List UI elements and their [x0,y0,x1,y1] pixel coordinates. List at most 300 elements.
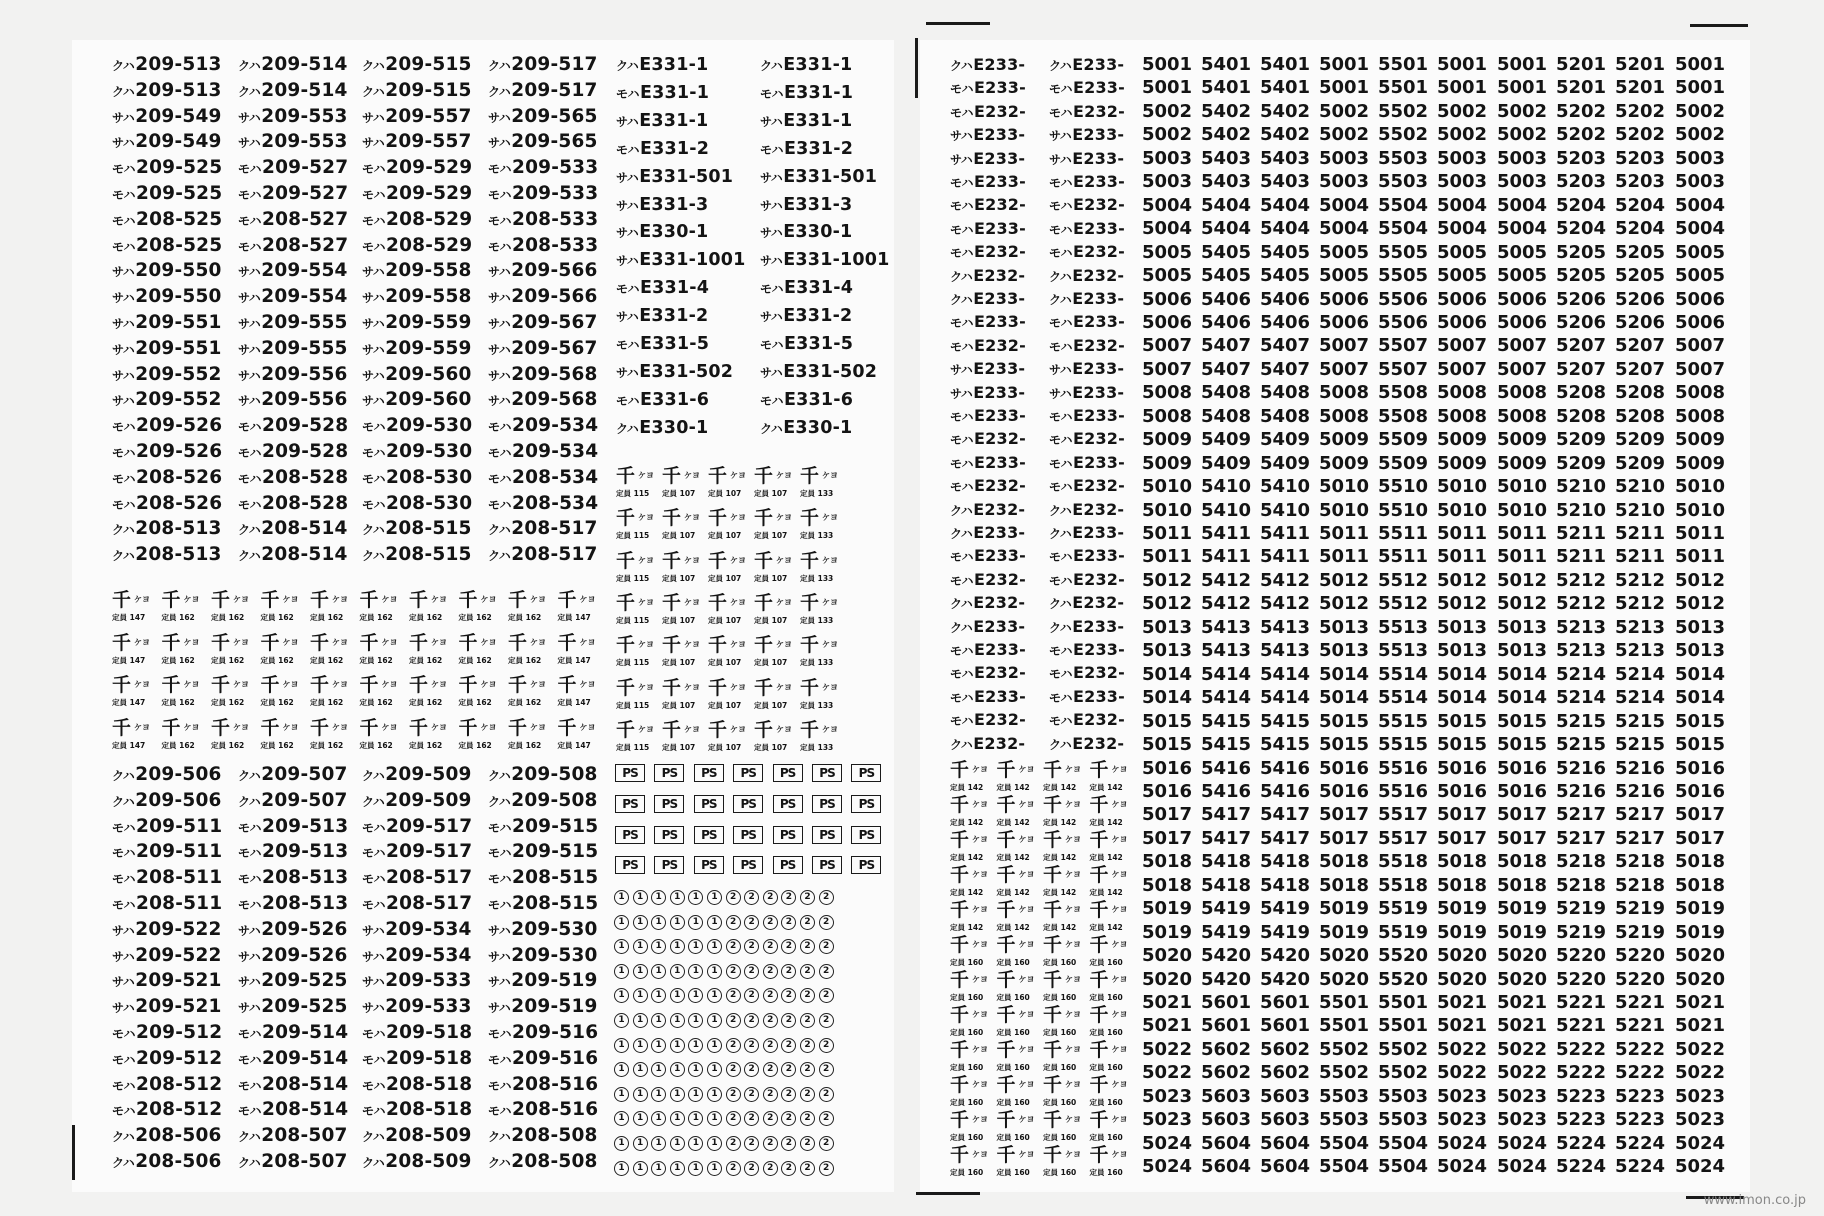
capacity-label: 定員 142 [1089,818,1123,827]
car-number: 209-519 [511,996,598,1018]
car-type-kana: モハ [1049,644,1073,658]
unit-number: 5216 [1555,780,1607,802]
capacity-label: 定員 107 [662,742,696,752]
car-number: E331-502 [639,361,734,382]
prefix-decal [950,733,1025,756]
unit-number: 5005 [1496,241,1548,263]
car-type-kana: モハ [1049,222,1073,237]
unit-number: 5015 [1496,734,1548,756]
depot-mark [162,590,212,626]
car-number: 208-515 [512,893,599,914]
unit-number: 5008 [1141,382,1193,404]
depot-kanji: 千 [950,794,970,816]
depot-kanji: 千 [557,716,577,739]
car-number-decal [238,1074,348,1097]
capacity-label: 定員 162 [508,613,542,622]
capacity-label: 定員 162 [161,740,195,750]
car-number: 208-508 [511,1125,598,1147]
depot-code: ケヨ [233,595,249,604]
car-number-decal [112,1022,222,1045]
car-number: E233- [1073,640,1125,659]
circle-number: 1 [651,988,666,1003]
circle-number: 1 [670,1038,685,1053]
car-type-kana: サハ [488,1001,511,1016]
car-number-decal [238,338,348,361]
depot-kanji: 千 [211,631,231,654]
depot-mark [950,1040,1000,1076]
car-number: E232- [1073,710,1125,730]
car-type-kana: モハ [238,820,262,835]
car-number: 209-568 [511,389,598,411]
unit-number: 5009 [1674,452,1726,474]
prefix-decal [1049,428,1125,451]
prefix-decal [950,475,1026,498]
capacity-label: 定員 142 [1043,818,1077,827]
car-type-kana: モハ [238,162,262,177]
depot-kanji: 千 [409,631,429,654]
circle-number: 2 [819,964,834,979]
depot-code: ケヨ [530,595,546,604]
car-number-decal [362,415,472,438]
car-type-kana: サハ [616,114,639,129]
unit-number: 5504 [1377,1132,1429,1154]
depot-mark [508,633,558,669]
depot-code: ケヨ [134,595,150,604]
depot-mark [310,675,360,711]
car-type-kana: サハ [488,291,511,306]
unit-number: 5013 [1674,616,1726,638]
unit-number: 5008 [1318,405,1370,427]
unit-number: 5505 [1377,241,1429,263]
unit-number: 5223 [1614,1109,1666,1131]
car-number: E233- [1073,172,1125,191]
car-type-kana: クハ [238,1156,261,1170]
car-number: 209-517 [386,815,473,837]
unit-number: 5413 [1200,640,1252,662]
unit-number: 5518 [1377,874,1429,896]
depot-kanji: 千 [359,631,379,654]
unit-number: 5013 [1496,640,1548,662]
capacity-label: 定員 107 [662,573,696,583]
car-number-decal [362,286,472,309]
frame-mark [926,22,990,25]
unit-number: 5008 [1141,405,1193,427]
car-type-kana: サハ [112,291,135,306]
depot-kanji: 千 [112,674,132,696]
circle-number: 2 [744,1038,759,1053]
circle-number: 2 [763,1013,778,1028]
car-type-kana: モハ [362,239,386,254]
car-number: 208-507 [261,1151,348,1172]
car-number-decal [112,106,222,129]
car-number-decal [488,493,598,516]
car-type-kana: クハ [238,794,261,809]
unit-number: 5501 [1318,1015,1370,1037]
unit-number: 5021 [1436,1015,1488,1037]
depot-code: ケヨ [480,680,497,689]
unit-number: 5019 [1141,898,1193,920]
car-type-kana: モハ [760,338,784,352]
unit-number: 5006 [1436,288,1488,310]
car-number: 209-533 [512,183,599,204]
unit-number: 5212 [1614,569,1666,591]
car-number-decal [112,764,222,787]
capacity-label: 定員 107 [708,742,742,752]
capacity-label: 定員 162 [310,613,344,622]
circle-number: 1 [707,988,722,1003]
circle-number: 2 [800,915,815,930]
car-number: 209-525 [261,996,348,1018]
car-type-kana: クハ [1049,597,1072,612]
car-number: 209-515 [512,815,599,837]
circle-number: 2 [726,1136,741,1151]
circle-number: 2 [781,1136,796,1151]
depot-mark [616,635,666,671]
circle-number: 1 [688,988,703,1003]
capacity-label: 定員 162 [458,613,492,622]
ps-mark: PS [773,795,803,813]
circle-number: 1 [670,1062,685,1077]
depot-mark [1090,795,1140,831]
circle-number: 1 [651,890,666,905]
car-number: 209-518 [386,1047,473,1069]
car-type-kana: クハ [488,523,511,538]
car-number: 209-512 [136,1022,223,1043]
unit-number: 5401 [1200,77,1252,99]
car-number-decal [760,194,852,217]
ps-mark: PS [654,856,684,874]
car-type-kana: モハ [1049,82,1073,97]
car-number: E233- [1073,452,1125,472]
car-number: 209-534 [512,415,599,437]
depot-mark [708,635,758,671]
capacity-label: 定員 107 [662,658,696,668]
car-number-decal [112,1099,222,1122]
unit-number: 5012 [1496,569,1548,591]
depot-mark [1043,900,1093,936]
car-number-decal [488,893,598,916]
depot-kanji: 千 [996,1144,1016,1166]
car-type-kana: サハ [112,265,135,280]
capacity-label: 定員 162 [260,698,294,707]
capacity-label: 定員 107 [754,700,788,710]
car-type-kana: サハ [616,226,639,241]
unit-number: 5217 [1555,804,1607,826]
car-number: 209-557 [385,105,472,127]
unit-number: 5021 [1436,992,1488,1013]
depot-kanji: 千 [458,631,478,654]
depot-mark [1090,865,1140,901]
car-number: 208-518 [386,1099,473,1121]
car-number-decal [238,893,348,916]
depot-code: ケヨ [233,680,249,689]
car-number: 208-533 [512,234,599,256]
unit-number: 5215 [1555,734,1607,756]
unit-number: 5024 [1496,1156,1548,1178]
circle-number: 1 [688,1087,703,1102]
depot-mark [754,466,804,502]
capacity-label: 定員 107 [708,700,742,710]
car-number-decal [112,80,222,103]
car-number: 208-525 [136,234,223,256]
unit-number: 5018 [1436,874,1488,896]
depot-kanji: 千 [950,1004,970,1026]
depot-code: ケヨ [972,870,988,879]
car-type-kana: サハ [238,317,261,331]
unit-number: 5007 [1674,358,1726,380]
depot-code: ケヨ [1018,1150,1035,1159]
car-type-kana: クハ [238,769,261,783]
circle-number: 1 [614,1062,629,1077]
capacity-label: 定員 107 [662,700,696,710]
depot-code: ケヨ [822,724,838,734]
depot-kanji: 千 [616,718,636,741]
car-number: 209-516 [512,1022,599,1043]
circle-number: 1 [688,1111,703,1126]
prefix-decal [950,616,1025,639]
car-number-decal [238,544,348,567]
car-number-decal [616,82,709,105]
unit-number: 5512 [1377,569,1429,591]
car-number-decal [238,364,348,387]
unit-number: 5218 [1555,851,1607,873]
depot-kanji: 千 [112,631,132,654]
unit-number: 5015 [1318,734,1370,756]
car-number-decal [238,493,348,516]
unit-number: 5414 [1200,687,1252,709]
car-number: 209-517 [386,841,473,863]
unit-number: 5204 [1614,218,1666,240]
car-type-kana: クハ [238,549,261,564]
depot-mark [800,551,850,587]
depot-kanji: 千 [1089,794,1109,816]
depot-mark [997,795,1047,831]
unit-number: 5001 [1436,77,1488,99]
capacity-label: 定員 160 [950,1168,984,1177]
depot-mark [360,590,410,626]
car-number: E233- [974,686,1026,706]
depot-mark [997,1110,1047,1146]
depot-kanji: 千 [800,634,820,657]
car-type-kana: サハ [616,254,639,269]
depot-mark [708,678,758,714]
car-type-kana: モハ [1049,316,1073,331]
car-type-kana: モハ [1049,246,1073,261]
car-number-decal [112,183,222,206]
unit-number: 5004 [1436,218,1488,240]
car-number: 209-515 [385,54,472,75]
circle-number: 1 [688,1161,703,1176]
unit-number: 5002 [1496,100,1548,122]
depot-mark [997,970,1047,1006]
car-type-kana: クハ [1049,269,1072,284]
depot-code: ケヨ [1111,1045,1128,1054]
depot-kanji: 千 [616,465,636,487]
car-number: E331-1001 [639,250,746,271]
depot-kanji: 千 [708,591,728,614]
car-number: 209-508 [511,789,598,811]
unit-number: 5005 [1318,241,1370,263]
unit-number: 5401 [1259,77,1311,99]
car-number: 209-521 [135,996,222,1018]
car-number: E232- [1073,476,1125,496]
circle-number: 2 [819,890,834,905]
unit-number: 5005 [1318,265,1370,287]
circle-number: 2 [819,1111,834,1126]
circle-number: 2 [819,939,834,954]
car-number-decal [112,867,222,890]
car-type-kana: クハ [362,769,385,783]
car-number: 208-530 [386,466,473,488]
car-number-decal [112,338,222,361]
car-number-decal [760,82,853,105]
car-number-decal [488,235,598,258]
car-type-kana: サハ [760,198,783,213]
circle-number: 1 [688,1013,703,1028]
capacity-label: 定員 142 [950,818,984,827]
unit-number: 5016 [1318,780,1370,802]
unit-number: 5008 [1496,382,1548,404]
capacity-label: 定員 160 [950,1098,984,1107]
depot-code: ケヨ [972,940,988,949]
circle-number: 2 [800,1062,815,1077]
depot-mark [662,508,712,544]
circle-number: 1 [633,1161,648,1176]
car-number: 209-513 [262,841,349,863]
depot-mark [1043,1040,1093,1076]
car-number: E331-3 [639,194,709,215]
unit-number: 5015 [1436,734,1488,756]
depot-code: ケヨ [530,722,546,732]
unit-number: 5601 [1200,992,1252,1013]
depot-kanji: 千 [1043,1004,1063,1026]
unit-number: 5506 [1377,311,1429,333]
unit-number: 5020 [1318,945,1370,967]
depot-code: ケヨ [822,471,838,480]
car-type-kana: クハ [616,421,639,436]
car-type-kana: モハ [112,872,136,887]
unit-number: 5406 [1200,311,1252,333]
unit-number: 5416 [1200,757,1252,779]
car-type-kana: モハ [238,1078,262,1093]
circle-number: 1 [688,890,703,905]
car-number-decal [362,1022,472,1045]
car-type-kana: クハ [112,523,135,538]
circle-number: 2 [763,890,778,905]
car-type-kana: モハ [950,550,974,565]
unit-number: 5006 [1436,311,1488,333]
depot-code: ケヨ [1111,800,1128,809]
prefix-decal [950,545,1026,568]
unit-number: 5224 [1614,1132,1666,1154]
unit-number: 5208 [1614,382,1666,404]
unit-number: 5406 [1200,288,1252,310]
car-number: 209-565 [511,131,598,153]
car-number: 209-533 [512,157,599,179]
depot-kanji: 千 [616,549,636,572]
depot-kanji: 千 [950,864,970,886]
unit-number: 5015 [1141,734,1193,756]
capacity-label: 定員 133 [800,489,834,498]
prefix-decal [1049,124,1124,147]
unit-number: 5012 [1141,593,1193,615]
car-type-kana: クハ [362,84,385,99]
unit-number: 5022 [1436,1062,1488,1084]
depot-mark [800,720,850,756]
depot-code: ケヨ [684,682,700,692]
circle-number: 1 [688,939,703,954]
car-number-decal [488,790,598,813]
unit-number: 5213 [1555,616,1607,638]
depot-mark [1043,830,1093,866]
car-number: 209-560 [385,389,472,411]
unit-number: 5015 [1318,710,1370,732]
unit-number: 5008 [1436,382,1488,404]
unit-number: 5014 [1318,663,1370,685]
ps-mark: PS [851,856,881,874]
car-type-kana: サハ [950,386,973,401]
unit-number: 5023 [1674,1085,1726,1107]
unit-number: 5016 [1674,757,1726,779]
depot-kanji: 千 [1089,1144,1109,1166]
depot-mark [459,590,509,626]
capacity-label: 定員 142 [1089,783,1123,792]
car-number: E232- [974,242,1026,262]
unit-number: 5016 [1141,780,1193,802]
unit-number: 5402 [1259,100,1311,122]
car-type-kana: クハ [488,1130,511,1145]
car-number-decal [362,209,472,232]
circle-number: 2 [781,988,796,1003]
car-number-decal [616,361,733,384]
capacity-label: 定員 162 [359,740,393,750]
unit-number: 5601 [1200,1015,1252,1037]
car-type-kana: サハ [112,1001,135,1016]
unit-number: 5001 [1141,77,1193,99]
circle-number: 1 [651,964,666,979]
unit-number: 5413 [1200,616,1252,638]
unit-number: 5001 [1496,54,1548,75]
car-number: 209-511 [136,841,223,863]
car-number: 209-506 [135,789,222,811]
unit-number: 5005 [1674,241,1726,263]
car-number-decal [760,361,877,384]
prefix-decal [950,639,1026,662]
depot-kanji: 千 [754,465,774,487]
car-number-decal [362,235,472,258]
unit-number: 5208 [1555,382,1607,404]
depot-mark [997,1040,1047,1076]
depot-code: ケヨ [684,597,700,607]
circle-number: 1 [614,964,629,979]
unit-number: 5503 [1377,147,1429,169]
capacity-label: 定員 142 [1089,888,1123,897]
depot-mark [950,1145,1000,1181]
car-number-decal [488,209,598,232]
depot-code: ケヨ [684,555,700,565]
unit-number: 5207 [1614,335,1666,357]
car-type-kana: モハ [950,480,974,495]
circle-number: 2 [763,1038,778,1053]
car-type-kana: クハ [1049,737,1072,752]
depot-mark [1090,970,1140,1006]
ps-mark: PS [812,826,842,844]
depot-mark [1043,760,1093,796]
unit-number: 5222 [1614,1038,1666,1060]
prefix-decal [1049,288,1124,311]
car-number-decal [488,338,598,361]
depot-mark [162,675,212,711]
